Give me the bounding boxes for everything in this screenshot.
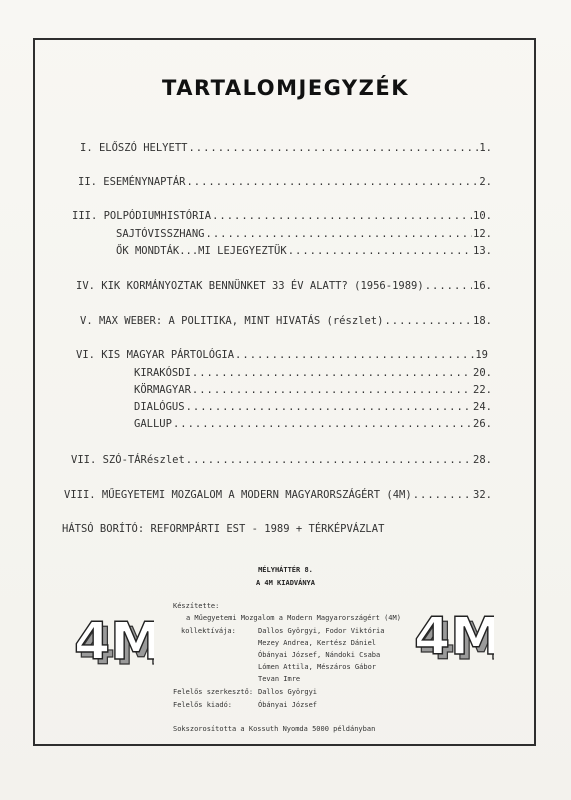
collective-line: Dallos Györgyi, Fodor Viktória: [258, 627, 385, 635]
toc-label: VII. SZÓ-TÁRészlet: [71, 454, 185, 466]
toc-entry: [134, 418, 492, 430]
logo-face: 4M: [74, 612, 154, 672]
toc-entry: [71, 454, 492, 466]
toc-page: 13.: [473, 245, 492, 257]
toc-leader: [192, 367, 472, 379]
toc-label: III. POLPÓDIUMHISTÓRIA: [72, 210, 212, 222]
logo-face: 4M: [414, 607, 494, 667]
toc-entry: [72, 210, 492, 222]
collective-line: Óbányai József, Nándoki Csaba: [258, 651, 381, 659]
series-title: MÉLYHÁTTÉR 8.: [258, 566, 313, 574]
toc-leader: [384, 315, 472, 327]
toc-entry: [116, 228, 492, 240]
prepared-label: Készítette:: [173, 602, 220, 610]
editor-name: Dallos Györgyi: [258, 688, 318, 696]
toc-page: 24.: [473, 401, 492, 413]
toc-label: SAJTÓVISSZHANG: [116, 228, 205, 240]
toc-leader: [206, 228, 473, 240]
toc-leader: [173, 418, 472, 430]
toc-page: 2.: [479, 176, 492, 188]
toc-page: 12.: [473, 228, 492, 240]
toc-label: VI. KIS MAGYAR PÁRTOLÓGIA: [76, 349, 235, 361]
toc-label: V. MAX WEBER: A POLITIKA, MINT HIVATÁS (részlet): [80, 315, 384, 327]
toc-label: ŐK MONDTÁK...MI LEJEGYEZTÜK: [116, 245, 287, 257]
toc-page: 10.: [473, 210, 492, 222]
toc-leader: [425, 280, 472, 292]
editor-label: Felelős szerkesztő:: [173, 688, 254, 696]
toc-leader: [413, 489, 472, 501]
toc-entry: [76, 280, 492, 292]
toc-leader: [186, 176, 478, 188]
collective-line: Lómen Attila, Mészáros Gábor: [258, 663, 377, 671]
toc-label: KIRAKÓSDI: [134, 367, 191, 379]
toc-entry: [76, 349, 488, 361]
4m-logo-right: [410, 601, 494, 669]
collective-line: Tevan Imre: [258, 675, 301, 683]
toc-page: 26.: [473, 418, 492, 430]
toc-entry: [64, 489, 492, 501]
toc-page: 16.: [473, 280, 492, 292]
publisher-name: Óbányai József: [258, 701, 318, 709]
toc-entry: [134, 384, 492, 396]
publisher-label: Felelős kiadó:: [173, 701, 233, 709]
toc-entry: [134, 367, 492, 379]
toc-entry: [78, 176, 492, 188]
logo-shadow: 4M: [419, 612, 494, 669]
toc-leader: [192, 384, 472, 396]
back-cover-note: HÁTSÓ BORÍTÓ: REFORMPÁRTI EST - 1989 + TÉRKÉPVÁZLAT: [62, 523, 385, 535]
toc-leader: [186, 454, 472, 466]
toc-entry: [116, 245, 492, 257]
toc-page: 28.: [473, 454, 492, 466]
logo-4m-graphic: [70, 606, 154, 674]
toc-leader: [235, 349, 474, 361]
printing-note: Sokszorosította a Kossuth Nyomda 5000 példányban: [173, 725, 376, 733]
collective-line: Mezey Andrea, Kertész Dániel: [258, 639, 377, 647]
logo-shadow: 4M: [79, 617, 154, 674]
page-title: TARTALOMJEGYZÉK: [162, 76, 409, 100]
toc-leader: [188, 142, 478, 154]
toc-page: 20.: [473, 367, 492, 379]
logo-4m-graphic: [410, 601, 494, 669]
toc-label: GALLUP: [134, 418, 172, 430]
toc-page: 1.: [479, 142, 492, 154]
prepared-org: a Műegyetemi Mozgalom a Modern Magyarországért (4M): [186, 614, 401, 622]
toc-leader: [212, 210, 472, 222]
publisher-line: A 4M KIADVÁNYA: [255, 579, 315, 587]
toc-leader: [186, 401, 472, 413]
toc-page: 22.: [473, 384, 492, 396]
toc-label: KÖRMAGYAR: [134, 384, 191, 396]
toc-entry: [134, 401, 492, 413]
4m-logo-left: [70, 606, 154, 674]
toc-page: 18.: [473, 315, 492, 327]
toc-entry: [80, 142, 492, 154]
toc-label: VIII. MŰEGYETEMI MOZGALOM A MODERN MAGYARORSZÁGÉRT (4M): [64, 489, 412, 501]
toc-entry: [80, 315, 492, 327]
toc-label: I. ELŐSZÓ HELYETT: [80, 142, 188, 154]
toc-leader: [288, 245, 472, 257]
collective-label: kollektívája:: [181, 627, 236, 635]
toc-label: IV. KIK KORMÁNYOZTAK BENNÜNKET 33 ÉV ALATT? (1956-1989): [76, 280, 424, 292]
toc-page: 32.: [473, 489, 492, 501]
toc-page: 19: [475, 349, 488, 361]
toc-label: DIALÓGUS: [134, 401, 185, 413]
toc-label: II. ESEMÉNYNAPTÁR: [78, 176, 186, 188]
